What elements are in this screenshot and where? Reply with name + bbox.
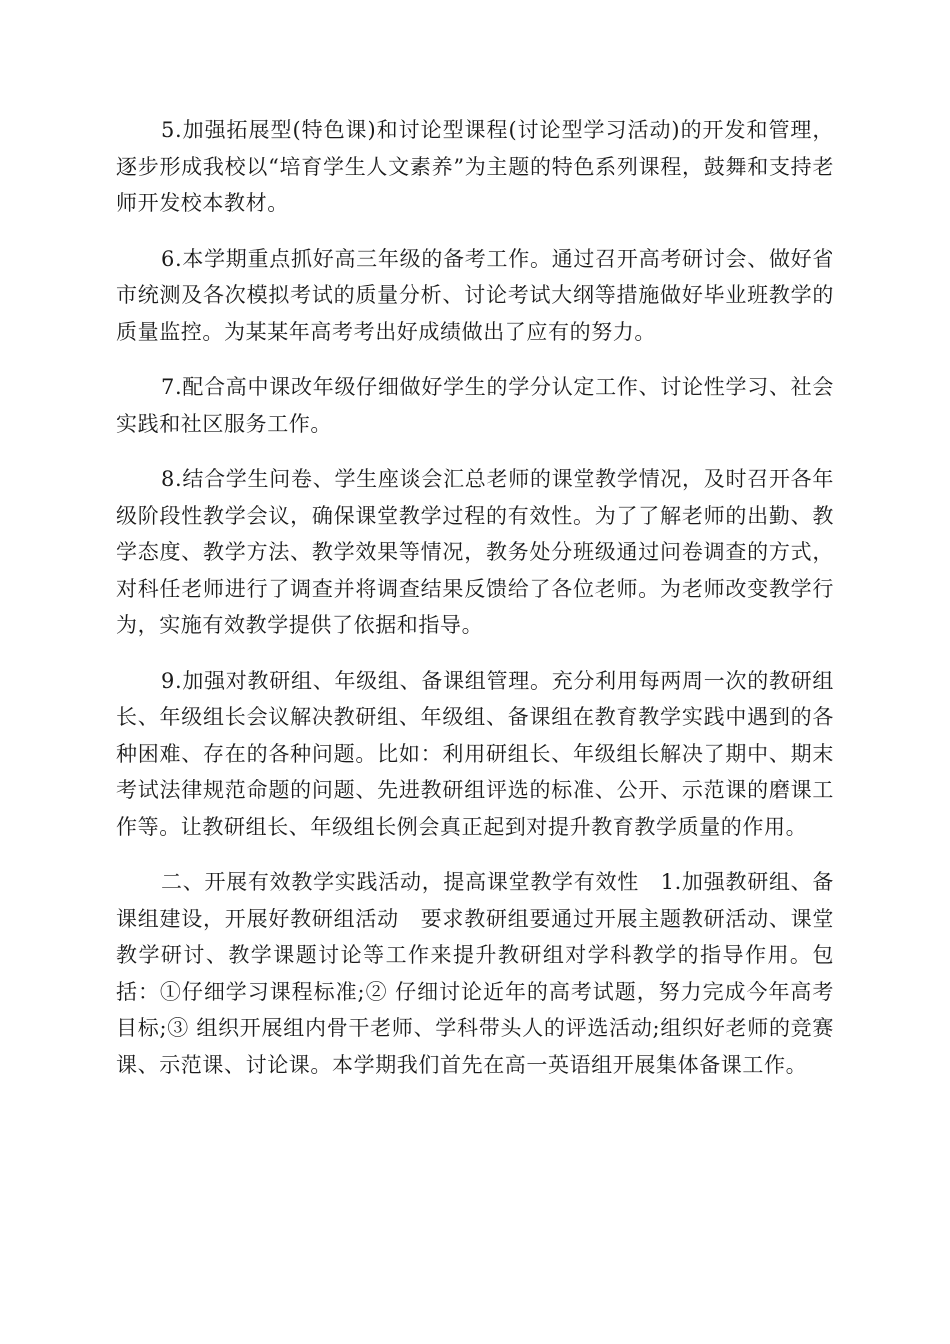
paragraph-8: 8.结合学生问卷、学生座谈会汇总老师的课堂教学情况，及时召开各年级阶段性教学会议，确保课堂教学过程的有效性。为了了解老师的出勤、教学态度、教学方法、教学效果等情况，教务处分班级通过问卷调查的方式，对科任老师进行了调查并将调查结果反馈给了各位老师。为老师改变教学行为，实施有效教学提供了依据和指导。 — [116, 467, 834, 637]
paragraph-9: 9.加强对教研组、年级组、备课组管理。充分利用每两周一次的教研组长、年级组长会议解决教研组、年级组、备课组在教育教学实践中遇到的各种困难、存在的各种问题。比如：利用研组长、年级组长解决了期中、期末考试法律规范命题的问题、先进教研组评选的标准、公开、示范课的磨课工作等。让教研组长、年级组长例会真正起到对提升教育教学质量的作用。 — [116, 668, 834, 839]
paragraph-7: 7.配合高中课改年级仔细做好学生的学分认定工作、讨论性学习、社会实践和社区服务工作。 — [116, 375, 834, 436]
paragraph-section-2: 二、开展有效教学实践活动，提高课堂教学有效性 1.加强教研组、备课组建设，开展好教研组活动 要求教研组要通过开展主题教研活动、课堂教学研讨、教学课题讨论等工作来提升教研组对学科教学的指导作用。包括：①仔细学习课程标准;② 仔细讨论近年的高考试题，努力完成今年高考目标;③ 组织开展组内骨干老师、学科带头人的评选活动;组织好老师的竞赛课、示范课、讨论课。本学期我们首先在高一英语组开展集体备课工作。 — [116, 870, 834, 1077]
document-body — [116, 112, 834, 1102]
paragraph-6: 6.本学期重点抓好高三年级的备考工作。通过召开高考研讨会、做好省市统测及各次模拟考试的质量分析、讨论考试大纲等措施做好毕业班教学的质量监控。为某某年高考考出好成绩做出了应有的努力。 — [116, 246, 834, 344]
paragraph-5: 5.加强拓展型(特色课)和讨论型课程(讨论型学习活动)的开发和管理，逐步形成我校以“培育学生人文素养”为主题的特色系列课程，鼓舞和支持老师开发校本教材。 — [116, 118, 834, 215]
